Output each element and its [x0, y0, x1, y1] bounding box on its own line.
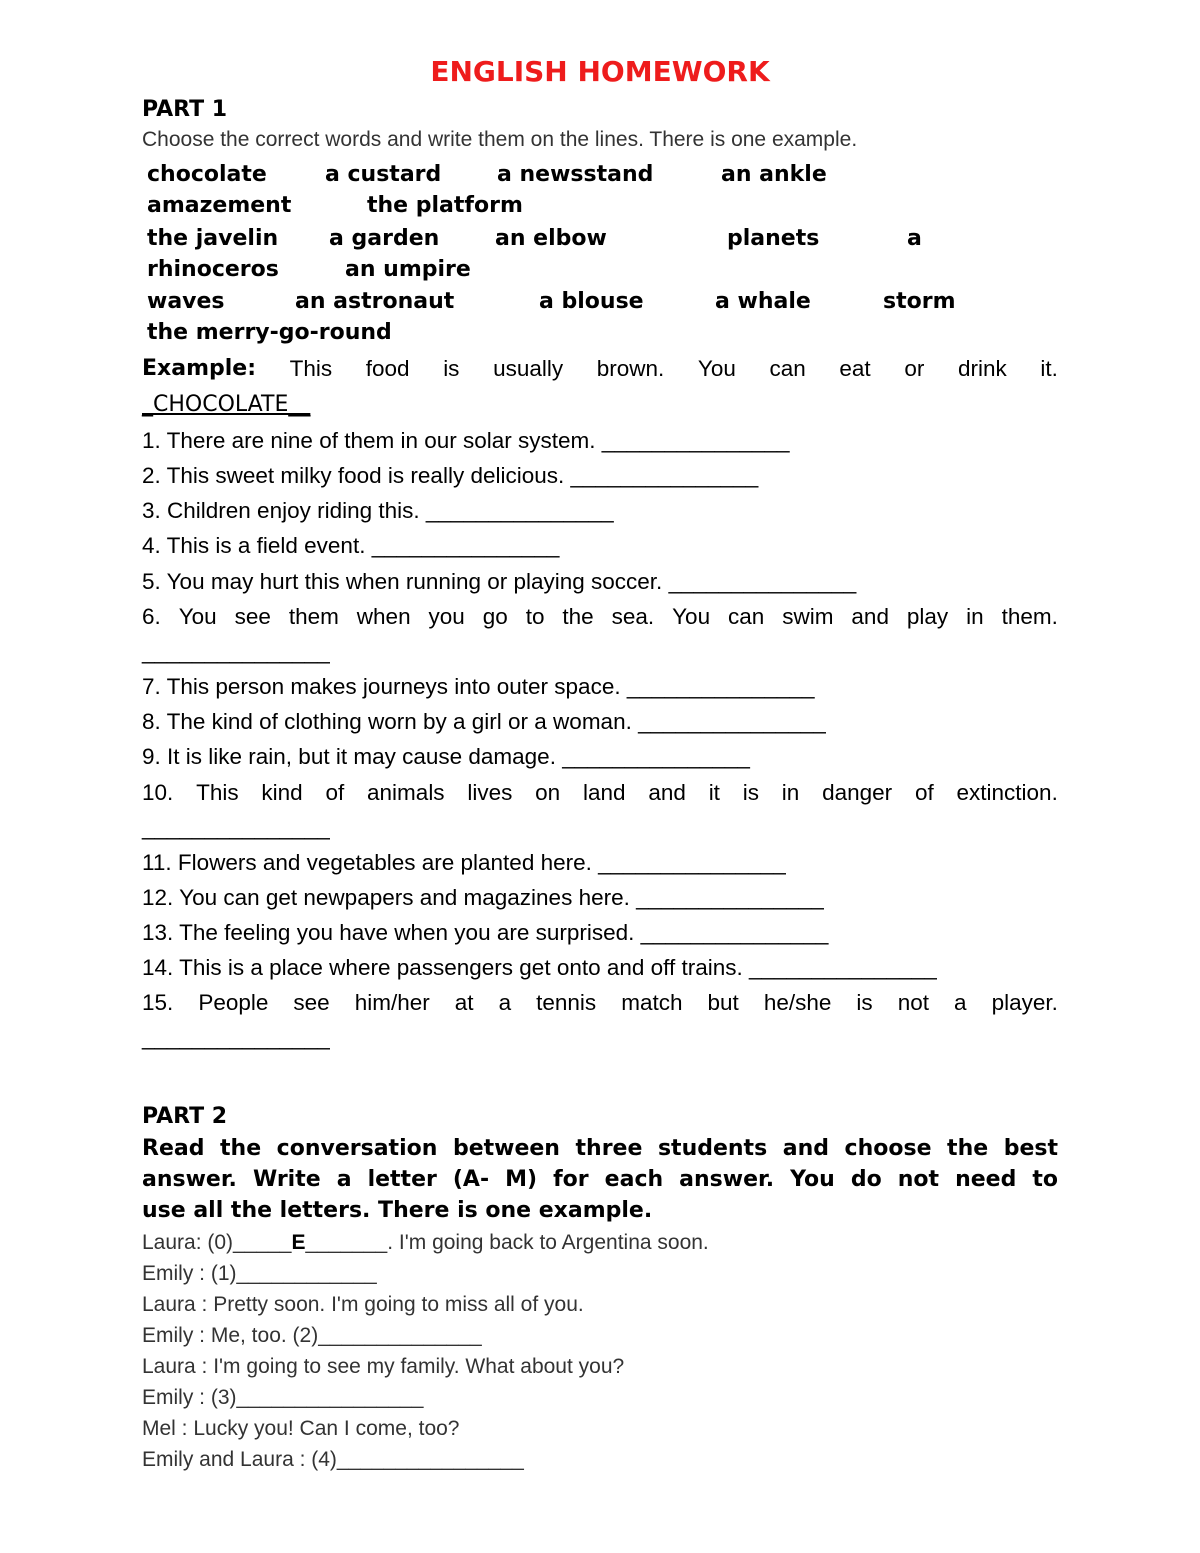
- word-bank-item: an umpire: [345, 257, 471, 282]
- q10-word: This: [196, 780, 239, 805]
- q6-word: You: [672, 604, 711, 629]
- question-13: 13. The feeling you have when you are surprised. _______________: [142, 920, 829, 945]
- q6-word: you: [428, 604, 465, 629]
- question-3: 3. Children enjoy riding this. _______________: [142, 498, 614, 523]
- q6-word: see: [234, 604, 271, 629]
- q6-word: swim: [782, 604, 834, 629]
- conversation-line-2: Laura : Pretty soon. I'm going to miss all of you.: [142, 1293, 584, 1316]
- q6-word: in: [966, 604, 984, 629]
- q15-word: a: [954, 990, 967, 1015]
- q6-word: go: [482, 604, 508, 629]
- question-4: 4. This is a field event. _______________: [142, 533, 560, 558]
- example-word: drink: [957, 356, 1007, 381]
- q15-word: match: [621, 990, 683, 1015]
- example-word: it.: [1040, 356, 1058, 381]
- word-bank-item: a newsstand: [497, 162, 654, 187]
- example-word: You: [697, 356, 736, 381]
- q15-word: People: [198, 990, 269, 1015]
- q6-word: You: [178, 604, 217, 629]
- word-bank-item: waves: [147, 289, 225, 314]
- conv-text: Laura: (0)_____: [142, 1231, 292, 1254]
- word-bank-item: an elbow: [495, 226, 607, 251]
- q10-word: kind: [261, 780, 303, 805]
- word-bank-item: the merry-go-round: [147, 320, 392, 345]
- word-bank-item: an astronaut: [295, 289, 455, 314]
- example-word: food: [365, 356, 410, 381]
- word-bank-item: a custard: [325, 162, 442, 187]
- q10-word: extinction.: [956, 780, 1058, 805]
- q10-word: it: [708, 780, 720, 805]
- q15-word: a: [498, 990, 512, 1015]
- part1-instruction: Choose the correct words and write them on the lines. There is one example.: [142, 128, 858, 151]
- q15-word: player.: [991, 990, 1058, 1015]
- question-11: 11. Flowers and vegetables are planted here. _______________: [142, 850, 786, 875]
- conversation-line-0: [142, 1229, 709, 1257]
- q15-word: is: [856, 990, 873, 1015]
- word-bank-item: an ankle: [721, 162, 827, 187]
- word-bank-item: storm: [883, 289, 956, 314]
- example-word: This: [289, 356, 333, 381]
- question-14: 14. This is a place where passengers get onto and off trains. _______________: [142, 955, 937, 980]
- question-10-blank[interactable]: _______________: [142, 815, 330, 840]
- q10-word: animals: [367, 780, 445, 805]
- word-bank-item: a: [907, 226, 922, 251]
- question-5: 5. You may hurt this when running or playing soccer. _______________: [142, 569, 857, 594]
- question-6: [142, 602, 1058, 632]
- q15-word: tennis: [536, 990, 597, 1015]
- q15-word: at: [454, 990, 474, 1015]
- part1-heading: PART 1: [142, 97, 228, 122]
- q10-word: and: [648, 780, 686, 805]
- question-12: 12. You can get newpapers and magazines here. _______________: [142, 885, 824, 910]
- question-15: [142, 988, 1058, 1018]
- conversation-line-3: Emily : Me, too. (2)______________: [142, 1324, 482, 1347]
- conversation-line-5: Emily : (3)________________: [142, 1386, 424, 1409]
- q6-word: them: [288, 604, 339, 629]
- example-label: Example:: [142, 356, 256, 381]
- q10-word: 10.: [142, 780, 174, 805]
- conversation-line-1: Emily : (1)____________: [142, 1262, 377, 1285]
- q10-word: of: [325, 780, 345, 805]
- q10-word: in: [781, 780, 800, 805]
- word-bank-item: a garden: [329, 226, 440, 251]
- question-9: 9. It is like rain, but it may cause damage. _______________: [142, 744, 750, 769]
- q15-word: not: [897, 990, 929, 1015]
- example-word: or: [904, 356, 925, 381]
- question-8: 8. The kind of clothing worn by a girl or a woman. _______________: [142, 709, 826, 734]
- word-bank-item: a whale: [715, 289, 811, 314]
- example-word: eat: [839, 356, 871, 381]
- q15-word: 15.: [142, 990, 174, 1015]
- example-word: usually: [493, 356, 564, 381]
- q6-word: and: [851, 604, 889, 629]
- question-7: 7. This person makes journeys into outer space. _______________: [142, 674, 815, 699]
- q6-word: them.: [1001, 604, 1058, 629]
- question-10: [142, 778, 1058, 808]
- example-word: brown.: [596, 356, 665, 381]
- word-bank-item: the javelin: [147, 226, 279, 251]
- conv-text: _______. I'm going back to Argentina soon.: [305, 1231, 709, 1254]
- q10-word: lives: [467, 780, 513, 805]
- q15-word: but: [707, 990, 739, 1015]
- q10-word: land: [583, 780, 626, 805]
- q15-word: see: [293, 990, 330, 1015]
- conversation-line-6: Mel : Lucky you! Can I come, too?: [142, 1417, 460, 1440]
- word-bank-item: the platform: [367, 193, 523, 218]
- question-6-blank[interactable]: _______________: [142, 639, 330, 664]
- conversation-line-7: Emily and Laura : (4)________________: [142, 1448, 524, 1471]
- q6-word: when: [356, 604, 411, 629]
- part2-heading: PART 2: [142, 1104, 228, 1129]
- word-bank-item: planets: [727, 226, 820, 251]
- q6-word: sea.: [611, 604, 655, 629]
- conversation-line-4: Laura : I'm going to see my family. What about you?: [142, 1355, 625, 1378]
- q10-word: danger: [822, 780, 893, 805]
- example-word: can: [769, 356, 806, 381]
- example-word: is: [443, 356, 460, 381]
- word-bank-item: rhinoceros: [147, 257, 279, 282]
- q10-word: of: [914, 780, 934, 805]
- q6-word: to: [525, 604, 545, 629]
- example-sentence: [142, 354, 1058, 384]
- page-title: ENGLISH HOMEWORK: [430, 55, 770, 88]
- part2-instruction-line: use all the letters. There is one example.: [142, 1198, 653, 1223]
- q6-word: can: [728, 604, 765, 629]
- word-bank-item: chocolate: [147, 162, 267, 187]
- example-letter: E: [291, 1231, 306, 1254]
- word-bank-item: amazement: [147, 193, 292, 218]
- word-bank-item: a blouse: [539, 289, 644, 314]
- question-1: 1. There are nine of them in our solar system. _______________: [142, 428, 790, 453]
- question-2: 2. This sweet milky food is really delicious. _______________: [142, 463, 759, 488]
- q15-word: him/her: [354, 990, 430, 1015]
- q10-word: is: [742, 780, 759, 805]
- question-15-blank[interactable]: _______________: [142, 1025, 330, 1050]
- part2-instruction-line: answer. Write a letter (A- M) for each answer. You do not need to: [142, 1167, 1058, 1192]
- q6-word: play: [906, 604, 949, 629]
- q15-word: he/she: [763, 990, 832, 1015]
- q6-word: 6.: [142, 604, 161, 629]
- part2-instruction-line: Read the conversation between three students and choose the best: [142, 1136, 1058, 1161]
- q10-word: on: [535, 780, 561, 805]
- example-answer: _CHOCOLATE__: [142, 392, 311, 417]
- q6-word: the: [562, 604, 594, 629]
